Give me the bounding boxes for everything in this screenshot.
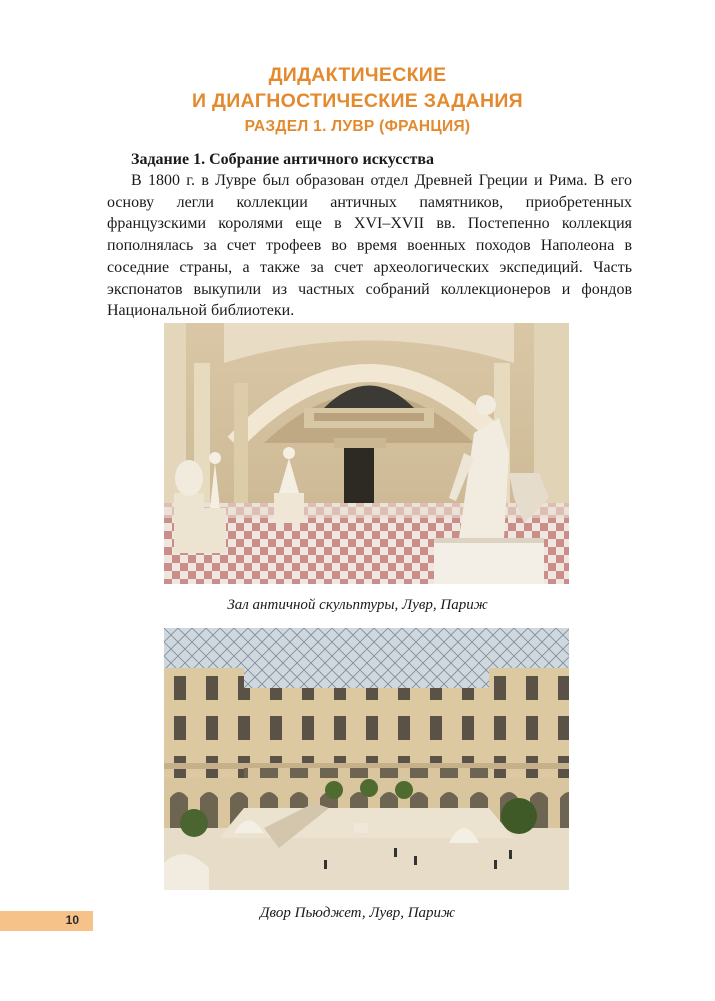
task-title: Задание 1. Собрание античного искусства: [131, 151, 434, 168]
title-line-1: ДИДАКТИЧЕСКИЕ: [268, 64, 447, 86]
figure-caption-1: Зал античной скульптуры, Лувр, Париж: [227, 597, 488, 613]
task-paragraph: В 1800 г. в Лувре был образован отдел Древней Греции и Рима. В его основу легли коллекции античных памятников, приобретенных французскими королями еще в XVI–XVII вв. Постепенно коллекция пополнялась за счет трофеев во время военных походов Наполеона в соседние страны, а также за счет археологических экспедиций. Часть экспонатов выкупили из частных собраний коллекционеров и фондов Национальной библиотеки.: [107, 172, 632, 320]
sculpture-hall-photo: [164, 323, 569, 584]
title-line-2: И ДИАГНОСТИЧЕСКИЕ ЗАДАНИЯ: [192, 90, 523, 112]
section-title: РАЗДЕЛ 1. ЛУВР (ФРАНЦИЯ): [244, 118, 471, 135]
cour-puget-illustration: [164, 628, 569, 890]
page-title: [0, 62, 715, 114]
page-number-tab: [0, 911, 93, 931]
page-number: 10: [65, 913, 79, 927]
cour-puget-photo: [164, 628, 569, 890]
figure-caption-2: Двор Пьюджет, Лувр, Париж: [260, 905, 455, 921]
sculpture-hall-illustration: [164, 323, 569, 584]
